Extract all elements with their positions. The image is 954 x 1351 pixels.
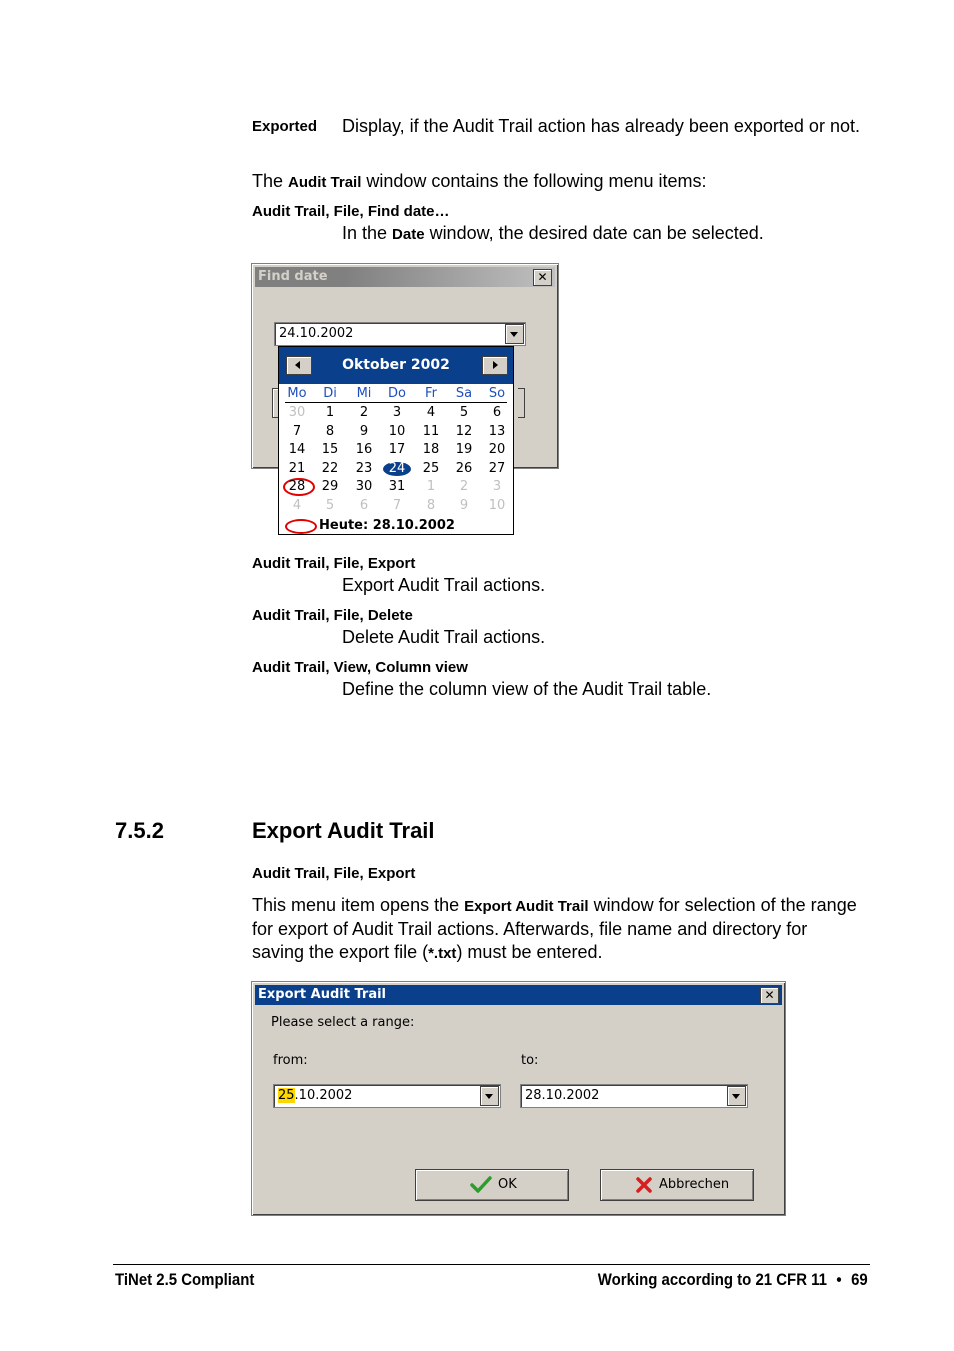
calendar-day[interactable]: 6 [492, 405, 502, 420]
calendar-day[interactable]: 23 [355, 460, 373, 476]
calendar-day[interactable]: 2 [359, 405, 369, 420]
weekday-label: Di [323, 386, 337, 401]
calendar-day[interactable]: 16 [355, 442, 373, 457]
today-label[interactable]: Heute: 28.10.2002 [319, 518, 455, 533]
menu-item-find-date-desc [342, 222, 764, 246]
footer-bullet: • [836, 1270, 842, 1289]
menu-item-export-desc: Export Audit Trail actions. [342, 575, 546, 595]
find-date-dropdown-arrow-icon[interactable] [505, 324, 524, 344]
calendar-header [279, 347, 513, 384]
menu-item-delete-desc: Delete Audit Trail actions. [342, 627, 546, 647]
from-date-combo[interactable] [273, 1084, 501, 1108]
export-dialog [251, 981, 786, 1216]
exported-description: Display, if the Audit Trail action has already been exported or not. [342, 116, 860, 136]
calendar-day[interactable]: 13 [488, 423, 506, 439]
to-date-value: 28.10.2002 [525, 1088, 600, 1103]
weekday-label: Do [388, 386, 406, 401]
menu-item-export-title: Audit Trail, File, Export [252, 555, 416, 572]
from-date-value [278, 1088, 352, 1103]
calendar-day[interactable]: 9 [459, 497, 469, 513]
calendar-day[interactable]: 1 [426, 479, 436, 494]
find-date-close-icon[interactable]: ✕ [533, 269, 552, 286]
menu-item-column-view-title: Audit Trail, View, Column view [252, 659, 468, 676]
section-number: 7.5.2 [115, 818, 164, 843]
calendar-day[interactable]: 14 [288, 442, 306, 457]
calendar-day[interactable]: 28 [288, 479, 306, 494]
calendar-day[interactable]: 4 [426, 405, 436, 420]
calendar-day[interactable]: 29 [321, 479, 339, 494]
calendar-day[interactable]: 9 [359, 423, 369, 439]
calendar-day[interactable]: 30 [355, 479, 373, 494]
find-date-desc-post: window, the desired date can be selected. [424, 223, 764, 243]
exported-term: Exported [252, 118, 318, 135]
weekday-label: Sa [455, 386, 473, 401]
footer-right [598, 1270, 868, 1290]
from-date-highlight: 25 [278, 1088, 295, 1103]
from-dropdown-arrow-icon[interactable] [480, 1086, 499, 1106]
footer-right-text: Working according to 21 CFR 11 [598, 1270, 828, 1289]
calendar-day[interactable]: 10 [488, 497, 506, 513]
calendar-day[interactable]: 11 [422, 423, 440, 439]
calendar-day[interactable]: 5 [325, 497, 335, 513]
calendar-day[interactable]: 8 [426, 497, 436, 513]
section-para-post: ) must be entered. [456, 942, 603, 962]
ok-label: OK [498, 1177, 517, 1192]
calendar-day[interactable]: 22 [321, 460, 339, 476]
calendar-day[interactable]: 4 [292, 497, 302, 513]
footer-rule [113, 1264, 870, 1265]
calendar-day[interactable]: 20 [488, 442, 506, 457]
footer-page-number: 69 [851, 1270, 868, 1289]
calendar-day[interactable]: 18 [422, 442, 440, 457]
calendar-day[interactable]: 7 [292, 423, 302, 439]
calendar-day[interactable]: 1 [325, 405, 335, 420]
section-para-bold2: *.txt [428, 945, 457, 962]
export-titlebar [255, 985, 782, 1005]
section-menu-path: Audit Trail, File, Export [252, 865, 416, 882]
calendar-day[interactable]: 19 [455, 442, 473, 457]
menu-intro-pre: The [252, 171, 289, 191]
to-date-combo[interactable] [520, 1084, 748, 1108]
next-month-icon[interactable] [482, 356, 508, 375]
section-para-mid: window for selection of the range for export of Audit Trail actions. Afterwards, file name and directory for saving the export file ( [252, 895, 857, 962]
cancel-x-icon [635, 1176, 653, 1194]
find-date-combo-value: 24.10.2002 [279, 326, 354, 341]
calendar-day[interactable]: 6 [359, 497, 369, 513]
cancel-button[interactable] [600, 1169, 754, 1201]
calendar-day[interactable]: 27 [488, 460, 506, 476]
calendar-weekday-divider [285, 402, 507, 403]
calendar-day[interactable]: 25 [422, 460, 440, 476]
hidden-button-right-edge [518, 388, 525, 418]
export-close-icon[interactable]: ✕ [760, 987, 779, 1004]
today-marker-icon [285, 519, 317, 534]
section-para-bold1: Export Audit Trail [464, 898, 589, 915]
calendar-day[interactable]: 3 [392, 405, 402, 420]
calendar-day[interactable]: 8 [325, 423, 335, 439]
menu-intro-post: window contains the following menu items: [361, 171, 707, 191]
section-para-pre: This menu item opens the [252, 895, 465, 915]
section-paragraph [252, 894, 862, 965]
calendar-day[interactable]: 12 [455, 423, 473, 439]
menu-item-find-date-title: Audit Trail, File, Find date… [252, 203, 450, 220]
section-title: Export Audit Trail [252, 818, 435, 843]
calendar-day[interactable]: 10 [388, 423, 406, 439]
calendar-day[interactable]: 24 [388, 460, 406, 476]
to-label: to: [521, 1053, 539, 1068]
calendar-day[interactable]: 21 [288, 460, 306, 476]
calendar-day[interactable]: 30 [288, 405, 306, 420]
calendar-day[interactable]: 17 [388, 442, 406, 457]
to-dropdown-arrow-icon[interactable] [727, 1086, 746, 1106]
prev-month-icon[interactable] [286, 356, 312, 375]
from-label: from: [273, 1053, 308, 1068]
calendar-popup [278, 346, 514, 535]
find-date-desc-pre: In the [342, 223, 393, 243]
calendar-day[interactable]: 26 [455, 460, 473, 476]
export-dialog-title: Export Audit Trail [258, 987, 387, 1002]
calendar-day[interactable]: 5 [459, 405, 469, 420]
calendar-day[interactable]: 31 [388, 479, 406, 494]
weekday-label: So [488, 386, 506, 401]
weekday-label: Mi [356, 386, 372, 401]
calendar-day[interactable]: 7 [392, 497, 402, 513]
find-date-combo[interactable] [274, 322, 526, 346]
menu-item-column-view-desc: Define the column view of the Audit Trail table. [342, 679, 712, 699]
ok-button[interactable] [415, 1169, 569, 1201]
menu-item-delete-title: Audit Trail, File, Delete [252, 607, 413, 624]
export-prompt: Please select a range: [271, 1015, 415, 1030]
calendar-day[interactable]: 3 [492, 479, 502, 494]
find-date-titlebar [255, 267, 555, 287]
calendar-month-label: Oktober 2002 [342, 357, 450, 373]
calendar-day[interactable]: 15 [321, 442, 339, 457]
find-date-desc-bold: Date [392, 226, 425, 243]
calendar-day[interactable]: 2 [459, 479, 469, 494]
weekday-label: Fr [425, 386, 437, 401]
menu-intro-bold: Audit Trail [288, 174, 362, 191]
footer-left: TiNet 2.5 Compliant [115, 1270, 255, 1289]
weekday-label: Mo [287, 386, 307, 401]
checkmark-icon [470, 1176, 492, 1194]
menu-intro [252, 170, 872, 194]
from-date-rest: .10.2002 [294, 1088, 353, 1103]
cancel-label: Abbrechen [659, 1177, 730, 1192]
find-date-title: Find date [258, 269, 328, 284]
